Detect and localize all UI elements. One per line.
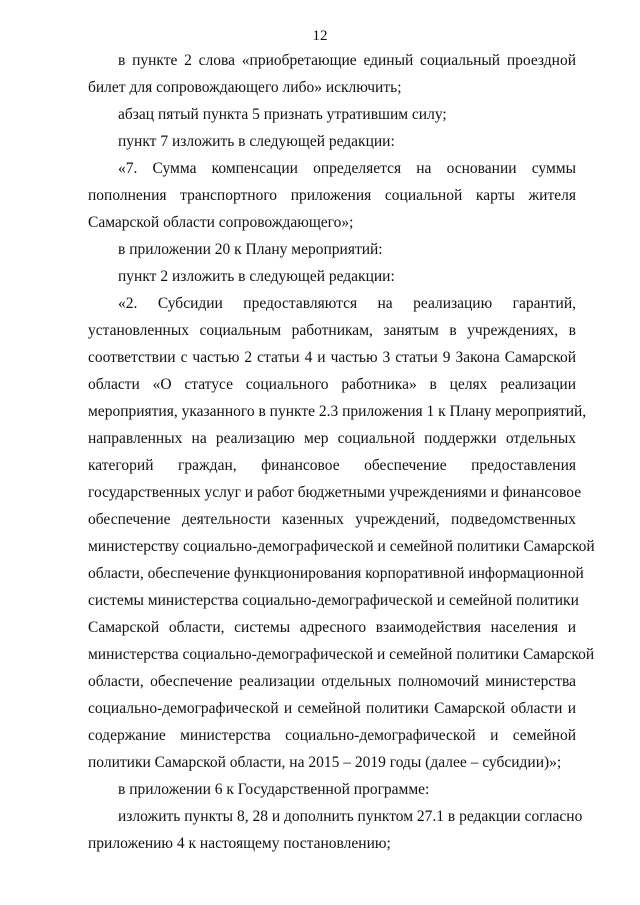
text-line: области, обеспечение реализации отдельных полномочий министерства xyxy=(88,673,576,690)
text-line: области «О статусе социального работника» в целях реализации xyxy=(88,376,576,393)
text-line: министерства социально-демографической и семейной политики Самарской xyxy=(88,646,595,663)
text-line: направленных на реализацию мер социальной поддержки отдельных xyxy=(88,430,576,447)
text-line: в приложении 6 к Государственной программе: xyxy=(118,781,430,798)
text-line: в пункте 2 слова «приобретающие единый социальный проездной xyxy=(118,52,576,69)
text-line: мероприятия, указанного в пункте 2.3 приложения 1 к Плану мероприятий, xyxy=(88,403,587,420)
text-line: пункт 2 изложить в следующей редакции: xyxy=(118,268,395,285)
text-line: политики Самарской области, на 2015 – 2019 годы (далее – субсидии)»; xyxy=(88,754,562,771)
text-line: содержание министерства социально-демографической и семейной xyxy=(88,727,576,744)
text-line: категорий граждан, финансовое обеспечение предоставления xyxy=(88,457,576,474)
text-line: государственных услуг и работ бюджетными учреждениями и финансовое xyxy=(88,484,582,501)
text-line: в приложении 20 к Плану мероприятий: xyxy=(118,241,383,258)
text-line: пополнения транспортного приложения социальной карты жителя xyxy=(88,187,576,204)
text-line: области, обеспечение функционирования корпоративной информационной xyxy=(88,565,584,582)
text-line: приложению 4 к настоящему постановлению; xyxy=(88,835,391,852)
text-line: «7. Сумма компенсации определяется на основании суммы xyxy=(118,160,576,177)
text-line: Самарской области, системы адресного взаимодействия населения и xyxy=(88,619,576,636)
text-line: системы министерства социально-демографической и семейной политики xyxy=(88,592,579,609)
text-line: соответствии с частью 2 статьи 4 и частью 3 статьи 9 Закона Самарской xyxy=(88,349,576,366)
text-line: установленных социальным работникам, занятым в учреждениях, в xyxy=(88,322,576,339)
text-line: «2. Субсидии предоставляются на реализацию гарантий, xyxy=(118,295,576,312)
text-line: пункт 7 изложить в следующей редакции: xyxy=(118,133,395,150)
text-line: обеспечение деятельности казенных учреждений, подведомственных xyxy=(88,511,576,528)
page-number: 12 xyxy=(312,28,328,44)
text-line: изложить пункты 8, 28 и дополнить пунктом 27.1 в редакции согласно xyxy=(118,808,583,825)
text-line: Самарской области сопровождающего»; xyxy=(88,214,354,231)
text-line: социально-демографической и семейной политики Самарской области и xyxy=(88,700,576,717)
text-line: билет для сопровождающего либо» исключить; xyxy=(88,79,402,96)
text-line: абзац пятый пункта 5 признать утратившим силу; xyxy=(118,106,447,123)
text-line: министерству социально-демографической и семейной политики Самарской xyxy=(88,538,595,555)
